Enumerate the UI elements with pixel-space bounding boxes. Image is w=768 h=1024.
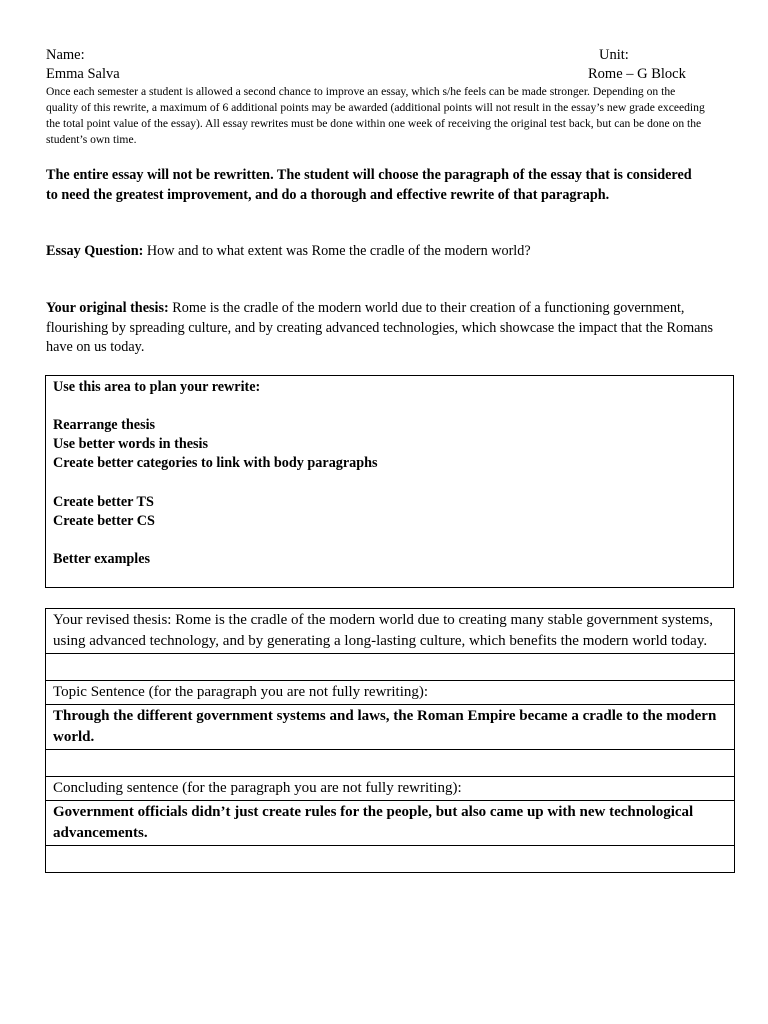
plan-item: Create better CS [53,512,155,529]
plan-item: Use better words in thesis [53,436,209,453]
concluding-sentence-cell[interactable]: Government officials didn’t just create rules for the people, but also came up with new technological advancements. [46,801,735,846]
blank-row[interactable] [46,846,735,873]
rewrite-instructions: The entire essay will not be rewritten. The student will choose the paragraph of the essay that is considered to need the greatest improvement, and do a thorough and effective rewrite of that paragraph. [46,167,692,203]
topic-sentence-label: Topic Sentence (for the paragraph you are not fully rewriting): [46,681,735,705]
unit-label: Unit: [599,47,629,63]
plan-item: Create better categories to link with body paragraphs [53,455,378,472]
name-label: Name: [46,47,85,63]
plan-item: Create better TS [53,493,154,510]
original-thesis [46,299,726,358]
revision-table [45,608,735,873]
original-thesis-text: Rome is the cradle of the modern world due to their creation of a functioning government, flourishing by spreading culture, and by creating advanced technologies, which showcase the impact that the Romans have on us today. [46,300,714,355]
rewrite-plan-box[interactable] [45,375,734,588]
essay-question-text: How and to what extent was Rome the cradle of the modern world? [143,243,531,259]
topic-sentence-cell[interactable]: Through the different government systems and laws, the Roman Empire became a cradle to the modern world. [46,705,735,750]
essay-question [46,242,726,261]
blank-row[interactable] [46,750,735,777]
student-name: Emma Salva [46,66,120,82]
revised-thesis-cell[interactable]: Your revised thesis: Rome is the cradle of the modern world due to creating many stable government systems, using advanced technology, and by generating a long-lasting culture, which benefits the modern world today. [46,609,735,654]
rewrite-policy-text: Once each semester a student is allowed a second chance to improve an essay, which s/he feels can be made stronger. Depending on the quality of this rewrite, a maximum of 6 additional points may be awarded (additional points will not result in the essay’s new grade exceeding the total point value of the essay). All essay rewrites must be done within one week of receiving the original test back, but can be done on the student’s own time. [46,85,705,146]
plan-heading: Use this area to plan your rewrite: [53,379,261,395]
plan-item: Rearrange thesis [53,417,156,434]
essay-question-label: Essay Question: [46,243,144,259]
concluding-sentence-label: Concluding sentence (for the paragraph you are not fully rewriting): [46,777,735,801]
original-thesis-label: Your original thesis: [46,300,169,316]
blank-row[interactable] [46,654,735,681]
unit-value: Rome – G Block [588,66,686,82]
plan-item: Better examples [53,550,151,567]
